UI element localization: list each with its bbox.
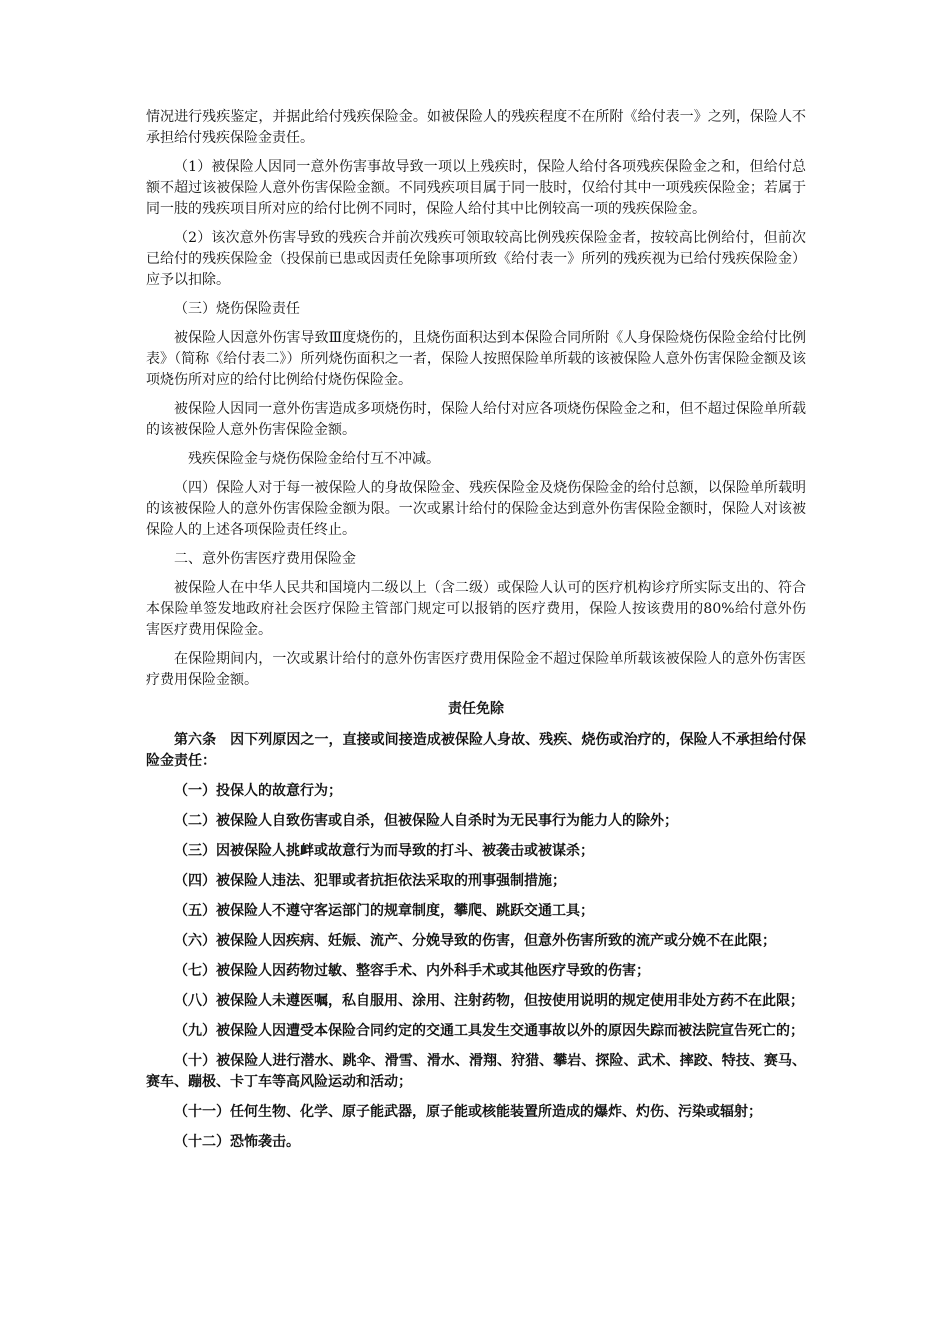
subsection-burn-liability: （三）烧伤保险责任 bbox=[174, 301, 300, 317]
exclusion-item: （五）被保险人不遵守客运部门的规章制度，攀爬、跳跃交通工具； bbox=[174, 903, 594, 919]
exclusion-item: （六）被保险人因疾病、妊娠、流产、分娩导致的伤害，但意外伤害所致的流产或分娩不在此限； bbox=[174, 933, 776, 949]
exclusion-item: （一）投保人的故意行为； bbox=[174, 783, 342, 799]
exclusion-item: （七）被保险人因药物过敏、整容手术、内外科手术或其他医疗导致的伤害； bbox=[174, 963, 650, 979]
paragraph-medical-2: 在保险期间内，一次或累计给付的意外伤害医疗费用保险金不超过保险单所载该被保险人的意外伤害医疗费用保险金额。 bbox=[146, 651, 806, 688]
exclusion-item: （十一）任何生物、化学、原子能武器，原子能或核能装置所造成的爆炸、灼伤、污染或辐射； bbox=[174, 1104, 762, 1120]
exclusions-section bbox=[146, 730, 806, 1153]
paragraph-clause-2: （2）该次意外伤害导致的残疾合并前次残疾可领取较高比例残疾保险金者，按较高比例给付，但前次已给付的残疾保险金（投保前已患或因责任免除事项所致《给付表一》所列的残疾视为已给付残疾保险金）应予以扣除。 bbox=[146, 230, 806, 288]
section-title: 责任免除 bbox=[448, 701, 504, 717]
exclusion-item: （十）被保险人进行潜水、跳伞、滑雪、滑水、滑翔、狩猎、攀岩、探险、武术、摔跤、特技、赛马、赛车、蹦极、卡丁车等高风险运动和活动； bbox=[146, 1053, 806, 1090]
paragraph-total-limit: （四）保险人对于每一被保险人的身故保险金、残疾保险金及烧伤保险金的给付总额，以保险单所载明的该被保险人的意外伤害保险金额为限。一次或累计给付的保险金达到意外伤害保险金额时，保险人对该被保险人的上述各项保险责任终止。 bbox=[146, 480, 806, 538]
paragraph-burn-2: 被保险人因同一意外伤害造成多项烧伤时，保险人给付对应各项烧伤保险金之和，但不超过保险单所载的该被保险人意外伤害保险金额。 bbox=[146, 401, 806, 438]
article-six: 第六条 因下列原因之一，直接或间接造成被保险人身故、残疾、烧伤或治疗的，保险人不承担给付保险金责任： bbox=[146, 732, 806, 769]
paragraph-clause-1: （1）被保险人因同一意外伤害事故导致一项以上残疾时，保险人给付各项残疾保险金之和，但给付总额不超过该被保险人意外伤害保险金额。不同残疾项目属于同一肢时，仅给付其中一项残疾保险金；若属于同一肢的残疾项目所对应的给付比例不同时，保险人给付其中比例较高一项的残疾保险金。 bbox=[146, 159, 806, 217]
paragraph-no-offset: 残疾保险金与烧伤保险金给付互不冲减。 bbox=[188, 451, 440, 467]
paragraph-continuation: 情况进行残疾鉴定，并据此给付残疾保险金。如被保险人的残疾程度不在所附《给付表一》之列，保险人不承担给付残疾保险金责任。 bbox=[146, 109, 806, 146]
subsection-medical: 二、意外伤害医疗费用保险金 bbox=[174, 551, 356, 567]
exclusion-item: （九）被保险人因遭受本保险合同约定的交通工具发生交通事故以外的原因失踪而被法院宣告死亡的； bbox=[174, 1023, 804, 1039]
exclusion-item: （二）被保险人自致伤害或自杀，但被保险人自杀时为无民事行为能力人的除外； bbox=[174, 813, 678, 829]
exclusion-item: （十二）恐怖袭击。 bbox=[174, 1134, 300, 1150]
paragraph-medical-1: 被保险人在中华人民共和国境内二级以上（含二级）或保险人认可的医疗机构诊疗所实际支出的、符合本保险单签发地政府社会医疗保险主管部门规定可以报销的医疗费用，保险人按该费用的80%给付意外伤害医疗费用保险金。 bbox=[146, 580, 806, 638]
exclusion-item: （三）因被保险人挑衅或故意行为而导致的打斗、被袭击或被谋杀； bbox=[174, 843, 594, 859]
document-body bbox=[146, 107, 806, 1162]
paragraph-burn-1: 被保险人因意外伤害导致Ⅲ度烧伤的，且烧伤面积达到本保险合同所附《人身保险烧伤保险金给付比例表》（简称《给付表二》）所列烧伤面积之一者，保险人按照保险单所载的该被保险人意外伤害保险金额及该项烧伤所对应的给付比例给付烧伤保险金。 bbox=[146, 330, 806, 388]
exclusion-item: （八）被保险人未遵医嘱，私自服用、涂用、注射药物，但按使用说明的规定使用非处方药不在此限； bbox=[174, 993, 804, 1009]
exclusion-item: （四）被保险人违法、犯罪或者抗拒依法采取的刑事强制措施； bbox=[174, 873, 566, 889]
